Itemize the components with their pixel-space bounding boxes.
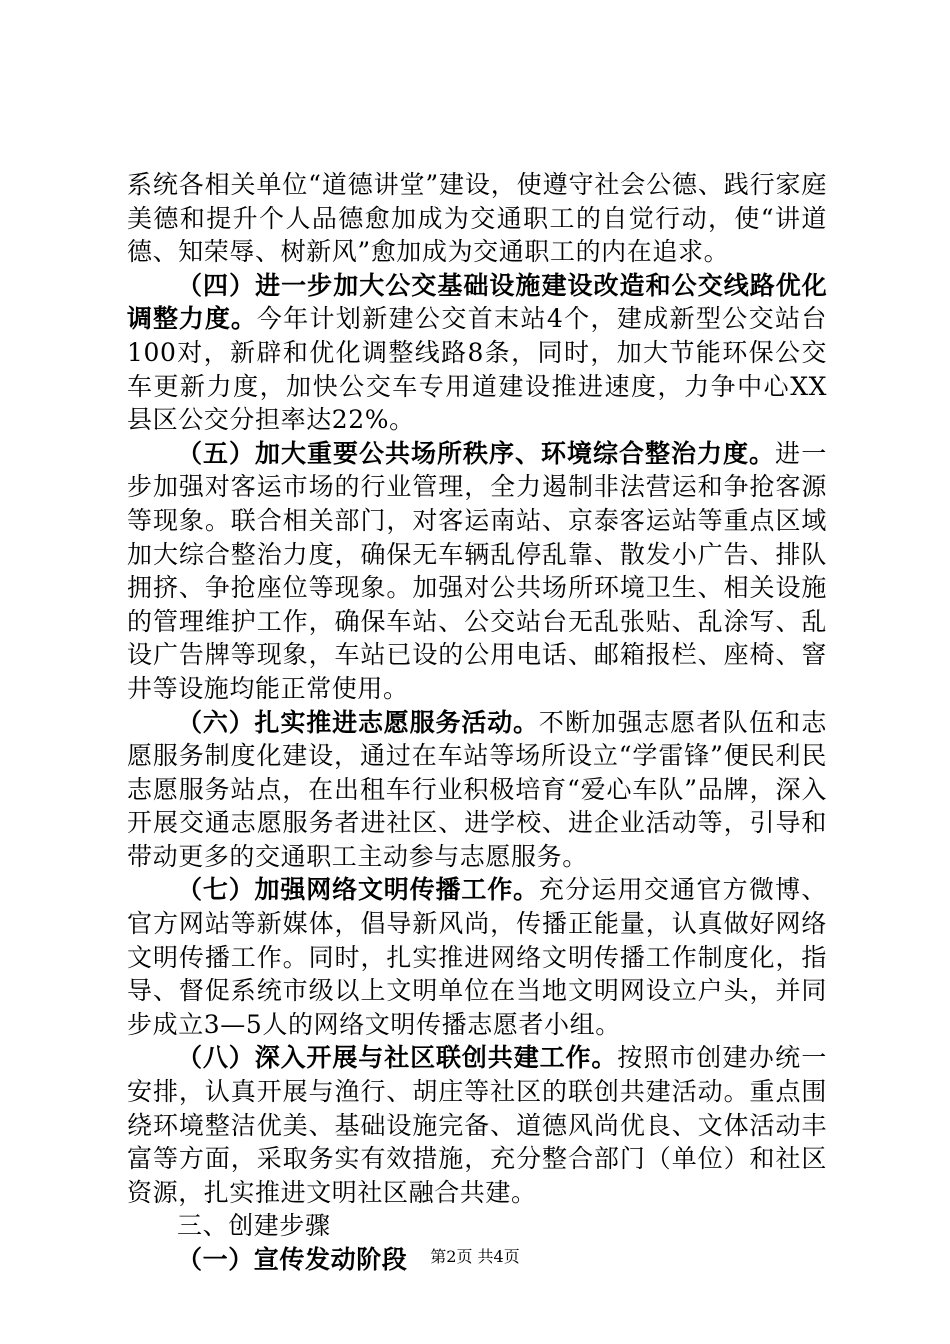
section-paragraph-7 bbox=[127, 873, 827, 1041]
section-title-4: （四）进一步加大公交基础设施建设改造和公交线路优化调整力度。 bbox=[127, 270, 827, 334]
section-title-5: （五）加大重要公共场所秩序、环境综合整治力度。 bbox=[177, 438, 775, 468]
continuation-paragraph: 系统各相关单位“道德讲堂”建设，使遵守社会公德、践行家庭美德和提升个人品德愈加成为交通职工的自觉行动，使“讲道德、知荣辱、树新风”愈加成为交通职工的内在追求。 bbox=[127, 170, 827, 267]
section-paragraph-4 bbox=[127, 269, 827, 437]
section-paragraph-6 bbox=[127, 706, 827, 874]
section-paragraph-5 bbox=[127, 437, 827, 706]
document-body bbox=[127, 168, 827, 1277]
section-text-8: 按照市创建办统一安排，认真开展与渔行、胡庄等社区的联创共建活动。重点围绕环境整洁优美、基础设施完备、道德风尚优良、文体活动丰富等方面，采取务实有效措施，充分整合部门（单位）和社区资源，扎实推进文明社区融合共建。 bbox=[127, 1043, 827, 1207]
section-text-5: 进一步加强对客运市场的行业管理，全力遏制非法营运和争抢客源等现象。联合相关部门，对客运南站、京泰客运站等重点区域加大综合整治力度，确保无车辆乱停乱靠、散发小广告、排队拥挤、争抢座位等现象。加强对公共场所环境卫生、相关设施的管理维护工作，确保车站、公交站台无乱张贴、乱涂写、乱设广告牌等现象，车站已设的公用电话、邮箱报栏、座椅、窨井等设施均能正常使用。 bbox=[127, 438, 827, 703]
page-footer: 第2页 共4页 bbox=[430, 1247, 520, 1266]
section-title-8: （八）深入开展与社区联创共建工作。 bbox=[177, 1043, 618, 1073]
section-text-4: 今年计划新建公交首末站4个，建成新型公交站台100对，新辟和优化调整线路8条，同时，加大节能环保公交车更新力度，加快公交车专用道建设推进速度，力争中心XX县区公交分担率达22%。 bbox=[127, 304, 827, 435]
section-title-7: （七）加强网络文明传播工作。 bbox=[177, 875, 539, 905]
section-heading-steps: 三、创建步骤 bbox=[177, 1211, 331, 1241]
section-paragraph-8 bbox=[127, 1041, 827, 1209]
subheading-publicity-stage: （一）宣传发动阶段 bbox=[177, 1245, 408, 1274]
section-text-7: 充分运用交通官方微博、官方网站等新媒体，倡导新风尚，传播正能量，认真做好网络文明传播工作。同时，扎实推进网络文明传播工作制度化，指导、督促系统市级以上文明单位在当地文明网设立户头，并同步成立3—5人的网络文明传播志愿者小组。 bbox=[127, 875, 827, 1039]
section-title-6: （六）扎实推进志愿服务活动。 bbox=[177, 707, 539, 737]
section-text-6: 不断加强志愿者队伍和志愿服务制度化建设，通过在车站等场所设立“学雷锋”便民利民志愿服务站点，在出租车行业积极培育“爱心车队”品牌，深入开展交通志愿服务者进社区、进学校、进企业活动等，引导和带动更多的交通职工主动参与志愿服务。 bbox=[127, 707, 827, 871]
